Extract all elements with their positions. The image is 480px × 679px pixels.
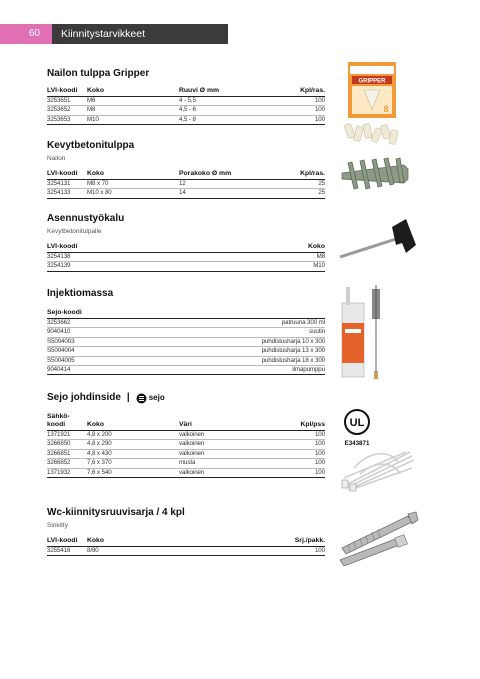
gripper-box-number: 8 — [383, 104, 389, 114]
cell-qty: 100 — [269, 97, 325, 106]
ul-certification-code: E343871 — [344, 440, 370, 447]
section-injektiomassa — [47, 288, 325, 375]
column-header — [179, 536, 269, 547]
table-row — [47, 356, 325, 365]
section-subtitle: Nailon — [47, 155, 66, 162]
cell-size: M8 — [87, 106, 179, 115]
cell-size: M6 — [87, 97, 179, 106]
table-row — [47, 431, 325, 440]
product-table — [47, 308, 325, 375]
cell-code: 3254133 — [47, 189, 87, 198]
section-title: Nailon tulppa Gripper — [47, 68, 150, 79]
column-header: LVI-koodi — [47, 242, 107, 253]
cell-code: S5004005 — [47, 356, 107, 365]
cell-code: 3253651 — [47, 97, 87, 106]
column-header: LVI-koodi — [47, 536, 87, 547]
table-row — [47, 468, 325, 477]
cell-size: 4,8 x 430 — [87, 449, 179, 458]
column-header — [107, 308, 325, 319]
cell-value: 4 - 5,5 — [179, 97, 269, 106]
table-row — [47, 337, 325, 346]
cell-value: 4,5 - 8 — [179, 115, 269, 124]
column-header: Koko — [107, 242, 325, 253]
table-row — [47, 440, 325, 449]
section-title: Asennustyökalu — [47, 213, 125, 224]
cell-description: patruuna 300 ml — [107, 319, 325, 328]
product-table — [47, 242, 325, 272]
cell-size: 8/80 — [87, 547, 179, 556]
cell-color: valkoinen — [179, 431, 269, 440]
column-header: Kpl/ras. — [269, 86, 325, 97]
cell-size: 7,6 x 370 — [87, 459, 179, 468]
sejo-logo-text: sejo — [148, 393, 165, 402]
column-header: Kpl/pss — [269, 412, 325, 431]
section-title-text: Sejo johdinside — [47, 392, 121, 403]
cell-qty: 100 — [269, 440, 325, 449]
section-sejo-johdinside — [47, 392, 325, 478]
table-row — [47, 262, 325, 271]
ul-certification-mark — [343, 408, 377, 448]
concrete-plug-image — [338, 155, 418, 197]
cell-code: 3254139 — [47, 262, 107, 271]
table-row — [47, 97, 325, 106]
cell-code: 3255416 — [47, 547, 87, 556]
cell-size: 7,6 x 540 — [87, 468, 179, 477]
section-subtitle: Sinkitty — [47, 522, 68, 529]
cell-qty: 100 — [269, 459, 325, 468]
cell-color: valkoinen — [179, 440, 269, 449]
column-header: Srj./pakk. — [269, 536, 325, 547]
table-row — [47, 366, 325, 375]
column-header: Sähkö- koodi — [47, 412, 87, 431]
cell-size: M10 — [87, 115, 179, 124]
table-row — [47, 115, 325, 124]
cell-code: 3253662 — [47, 319, 107, 328]
table-row — [47, 547, 325, 556]
cell-qty: 100 — [269, 449, 325, 458]
table-row — [47, 189, 325, 198]
cell-size: M10 x 80 — [87, 189, 179, 198]
cell-qty: 100 — [269, 115, 325, 124]
section-kevytbetonitulppa — [47, 140, 325, 199]
installation-tool-image — [336, 215, 420, 267]
page-title: Kiinnitystarvikkeet — [52, 24, 228, 44]
column-header: Koko — [87, 412, 179, 431]
cell-code: 3253653 — [47, 115, 87, 124]
column-header: Koko — [87, 86, 179, 97]
cell-code: 3266852 — [47, 459, 87, 468]
gripper-box-image — [344, 60, 400, 152]
cell-code: 3253652 — [47, 106, 87, 115]
sejo-logo — [136, 392, 165, 404]
product-table — [47, 169, 325, 199]
cell-value: 4,5 - 6 — [179, 106, 269, 115]
page-header — [0, 24, 228, 44]
section-title: Wc-kiinnitysruuvisarja / 4 kpl — [47, 507, 185, 518]
cell-qty: 25 — [269, 180, 325, 189]
cell-size: 4,8 x 290 — [87, 440, 179, 449]
cell-code: 3266850 — [47, 440, 87, 449]
section-title — [47, 392, 325, 404]
cell-code: S5004004 — [47, 347, 107, 356]
column-header: LVI-koodi — [47, 86, 87, 97]
table-row — [47, 253, 325, 262]
cell-size: M10 — [107, 262, 325, 271]
cell-qty: 100 — [269, 431, 325, 440]
cell-description: puhdistusharja 18 x 300 — [107, 356, 325, 365]
section-title: Kevytbetonitulppa — [47, 140, 135, 151]
cell-value: 12 — [179, 180, 269, 189]
table-row — [47, 319, 325, 328]
table-row — [47, 449, 325, 458]
cell-code: 9040414 — [47, 366, 107, 375]
product-table — [47, 536, 325, 556]
cell-color: musta — [179, 459, 269, 468]
cell-size: M8 — [107, 253, 325, 262]
product-table — [47, 86, 325, 125]
cell-code: 3266851 — [47, 449, 87, 458]
cell-qty: 25 — [269, 189, 325, 198]
cell-description: suutin — [107, 328, 325, 337]
table-row — [47, 459, 325, 468]
column-header: LVI-koodi — [47, 169, 87, 180]
section-wc-kiinnitysruuvisarja — [47, 507, 325, 556]
column-header: Koko — [87, 536, 179, 547]
column-header: Ruuvi Ø mm — [179, 86, 269, 97]
table-row — [47, 328, 325, 337]
table-row — [47, 180, 325, 189]
cell-qty: 100 — [269, 468, 325, 477]
cell-color: valkoinen — [179, 468, 269, 477]
section-asennustyokalu — [47, 213, 325, 272]
cell-code: 1371932 — [47, 468, 87, 477]
cell-code: 9040410 — [47, 328, 107, 337]
product-table — [47, 412, 325, 478]
cell-value: 14 — [179, 189, 269, 198]
cell-size: M8 x 70 — [87, 180, 179, 189]
cell-qty: 100 — [269, 547, 325, 556]
ul-mark-text: UL — [349, 417, 365, 429]
cell-description: puhdistusharja 10 x 300 — [107, 337, 325, 346]
gripper-box-label: GRIPPER — [358, 78, 386, 85]
page-number: 60 — [0, 24, 52, 44]
table-row — [47, 347, 325, 356]
wc-screw-set-image — [336, 510, 420, 566]
column-header: Koko — [87, 169, 179, 180]
section-title: Injektiomassa — [47, 288, 114, 299]
cell-description: puhdistusharja 13 x 300 — [107, 347, 325, 356]
cable-ties-image — [340, 448, 416, 492]
column-header: Väri — [179, 412, 269, 431]
cell-description: ilmapumppu — [107, 366, 325, 375]
injection-mortar-image — [338, 283, 386, 383]
sejo-logo-icon — [136, 393, 147, 404]
cell-code: 1371921 — [47, 431, 87, 440]
column-header: Kpl/ras. — [269, 169, 325, 180]
cell-code: 3254138 — [47, 253, 107, 262]
cell-empty — [179, 547, 269, 556]
section-subtitle: Kevytbetonitulpalle — [47, 228, 102, 235]
section-gripper — [47, 68, 325, 125]
table-row — [47, 106, 325, 115]
cell-code: 3254131 — [47, 180, 87, 189]
cell-code: S5004003 — [47, 337, 107, 346]
column-header: Porakoko Ø mm — [179, 169, 269, 180]
cell-qty: 100 — [269, 106, 325, 115]
column-header: Sejo-koodi — [47, 308, 107, 319]
cell-color: valkoinen — [179, 449, 269, 458]
cell-size: 4,8 x 200 — [87, 431, 179, 440]
title-divider: | — [126, 392, 130, 403]
